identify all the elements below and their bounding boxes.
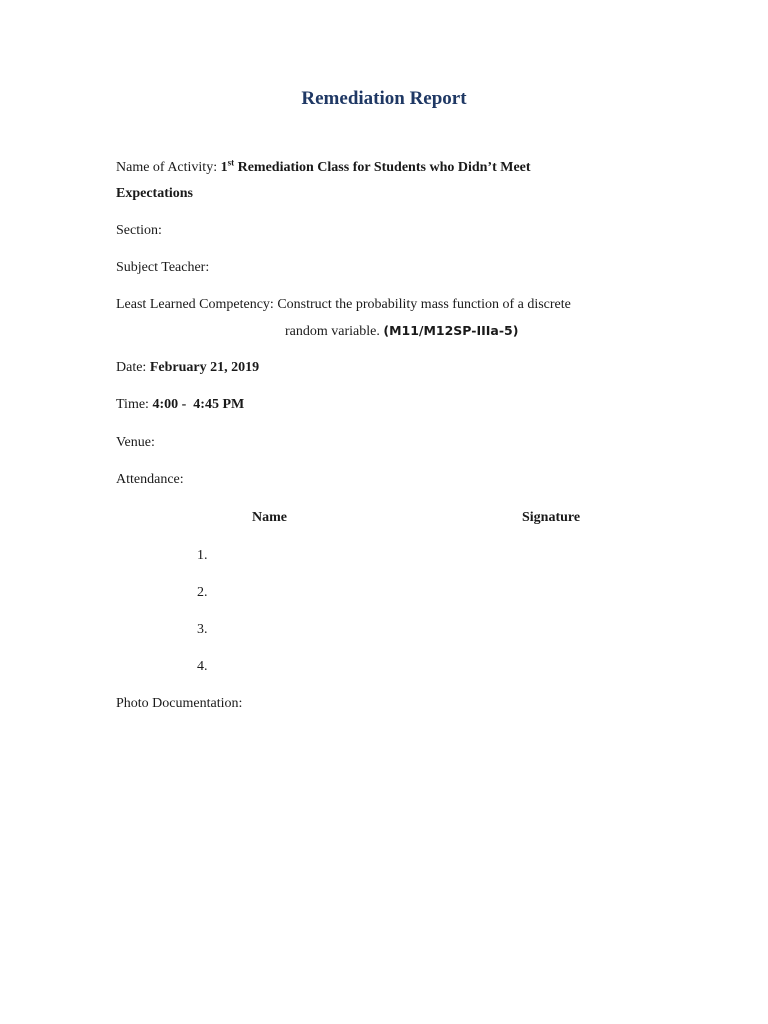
attendance-row-number: 2. — [197, 585, 208, 600]
attendance-name-header: Name — [252, 510, 287, 525]
activity-ordinal — [220, 157, 235, 175]
time-line — [116, 395, 244, 415]
photo-documentation-label: Photo Documentation: — [116, 696, 243, 711]
attendance-row-number: 3. — [197, 622, 208, 637]
competency-code: (M11/M12SP-IIIa-5) — [383, 323, 519, 338]
subject-teacher-label: Subject Teacher: — [116, 260, 210, 275]
date-label: Date: — [116, 360, 147, 375]
activity-ordinal-suffix: st — [227, 157, 235, 168]
venue-label: Venue: — [116, 435, 155, 450]
attendance-label: Attendance: — [116, 472, 184, 487]
attendance-row-number: 4. — [197, 659, 208, 674]
competency-line2 — [285, 321, 518, 342]
competency-label: Least Learned Competency: — [116, 297, 274, 312]
activity-ordinal-number: 1 — [220, 160, 228, 175]
competency-line1 — [116, 295, 571, 315]
activity-label: Name of Activity: — [116, 160, 218, 175]
activity-value-line2: Expectations — [116, 186, 193, 201]
attendance-signature-header: Signature — [522, 510, 581, 525]
activity-value-line1: Remediation Class for Students who Didn’t Meet — [237, 160, 531, 175]
attendance-row-number: 1. — [197, 548, 208, 563]
competency-text-line1: Construct the probability mass function of a discrete — [277, 297, 571, 312]
section-label: Section: — [116, 223, 162, 238]
activity-line — [116, 158, 531, 178]
competency-text-line2: random variable. — [285, 324, 380, 339]
document-title: Remediation Report — [301, 88, 467, 109]
date-line — [116, 358, 259, 378]
time-label: Time: — [116, 397, 149, 412]
time-value: 4:00 - 4:45 PM — [152, 397, 245, 412]
date-value: February 21, 2019 — [149, 360, 260, 375]
